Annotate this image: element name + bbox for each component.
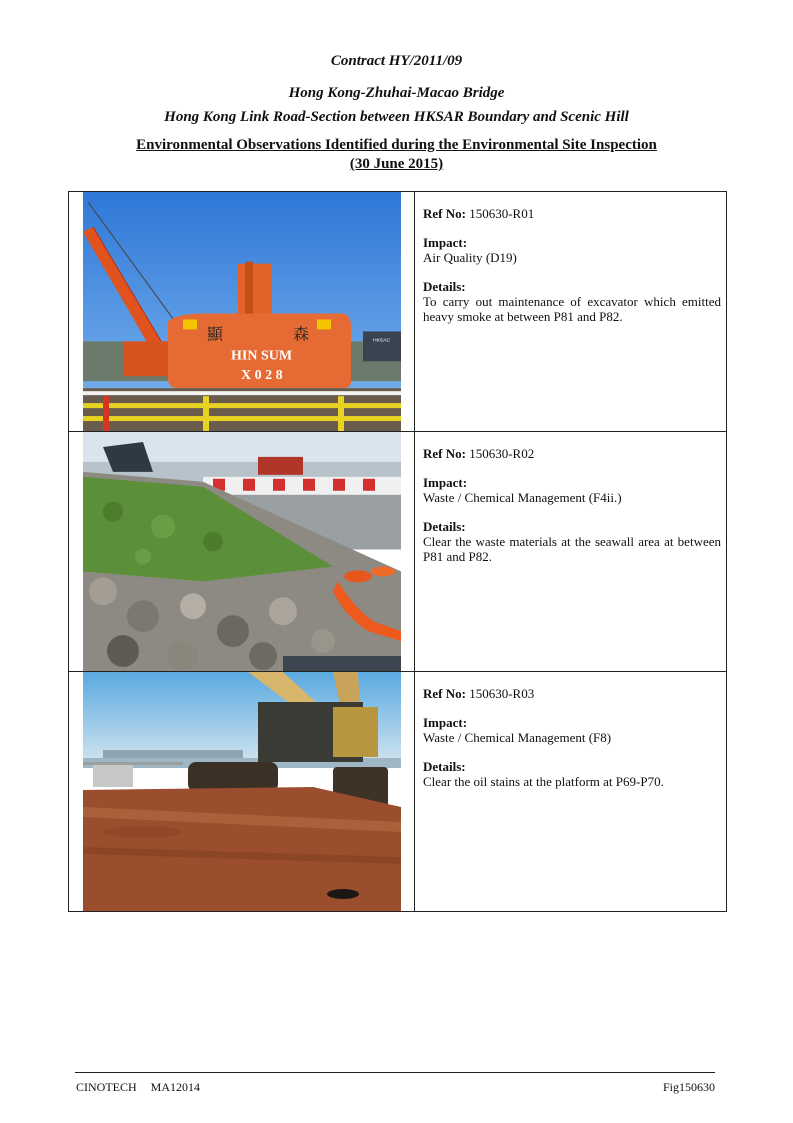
ref-number: 150630-R02 — [469, 446, 535, 461]
impact-label: Impact: — [423, 235, 468, 250]
project-name: Hong Kong-Zhuhai-Macao Bridge — [288, 85, 505, 101]
ref-number: 150630-R01 — [469, 206, 535, 221]
impact-value: Air Quality (D19) — [423, 250, 517, 265]
footer-left — [76, 1080, 200, 1095]
observation-row — [69, 432, 726, 672]
photo-cell — [69, 432, 415, 671]
footer-rule — [75, 1072, 715, 1073]
ref-label: Ref No: — [423, 686, 466, 701]
document-date: (30 June 2015) — [349, 156, 444, 172]
impact-label: Impact: — [423, 715, 468, 730]
impact-value: Waste / Chemical Management (F8) — [423, 730, 612, 745]
details-value: Clear the oil stains at the platform at P69-P70. — [423, 774, 664, 789]
excavator-photo — [83, 192, 401, 431]
observation-details — [423, 446, 721, 564]
observation-row — [69, 192, 726, 432]
details-value: Clear the waste materials at the seawall area at between P81 and P82. — [423, 534, 721, 564]
ref-line — [423, 206, 721, 221]
impact-value: Waste / Chemical Management (F4ii.) — [423, 490, 622, 505]
observation-row — [69, 672, 726, 911]
details-label: Details: — [423, 279, 466, 294]
details-label: Details: — [423, 759, 466, 774]
ref-label: Ref No: — [423, 446, 466, 461]
document-title: Environmental Observations Identified during the Environmental Site Inspection — [136, 137, 657, 153]
observation-details — [423, 206, 721, 324]
svg-text:X 0 2 8: X 0 2 8 — [240, 368, 283, 384]
observations-table — [68, 191, 727, 912]
footer-company: CINOTECH — [76, 1080, 137, 1094]
svg-text:森: 森 — [293, 324, 309, 344]
seawall-waste-photo — [83, 432, 401, 671]
details-label: Details: — [423, 519, 466, 534]
details-value: To carry out maintenance of excavator which emitted heavy smoke at between P81 and P82. — [423, 294, 721, 324]
ref-line — [423, 686, 721, 701]
section-name: Hong Kong Link Road-Section between HKSAR Boundary and Scenic Hill — [164, 109, 629, 125]
photo-cell — [69, 192, 415, 431]
platform-oil-stain-photo — [83, 672, 401, 911]
svg-text:HKSAC: HKSAC — [372, 337, 391, 344]
photo-cell — [69, 672, 415, 911]
contract-number: Contract HY/2011/09 — [330, 53, 463, 69]
svg-text:HIN SUM: HIN SUM — [230, 348, 293, 364]
ref-number: 150630-R03 — [469, 686, 535, 701]
ref-line — [423, 446, 721, 461]
svg-text:顯: 顯 — [207, 324, 223, 344]
ref-label: Ref No: — [423, 206, 466, 221]
impact-label: Impact: — [423, 475, 468, 490]
footer-doc-ref: MA12014 — [150, 1080, 201, 1094]
observation-details — [423, 686, 721, 789]
footer-figure: Fig150630 — [662, 1080, 715, 1094]
